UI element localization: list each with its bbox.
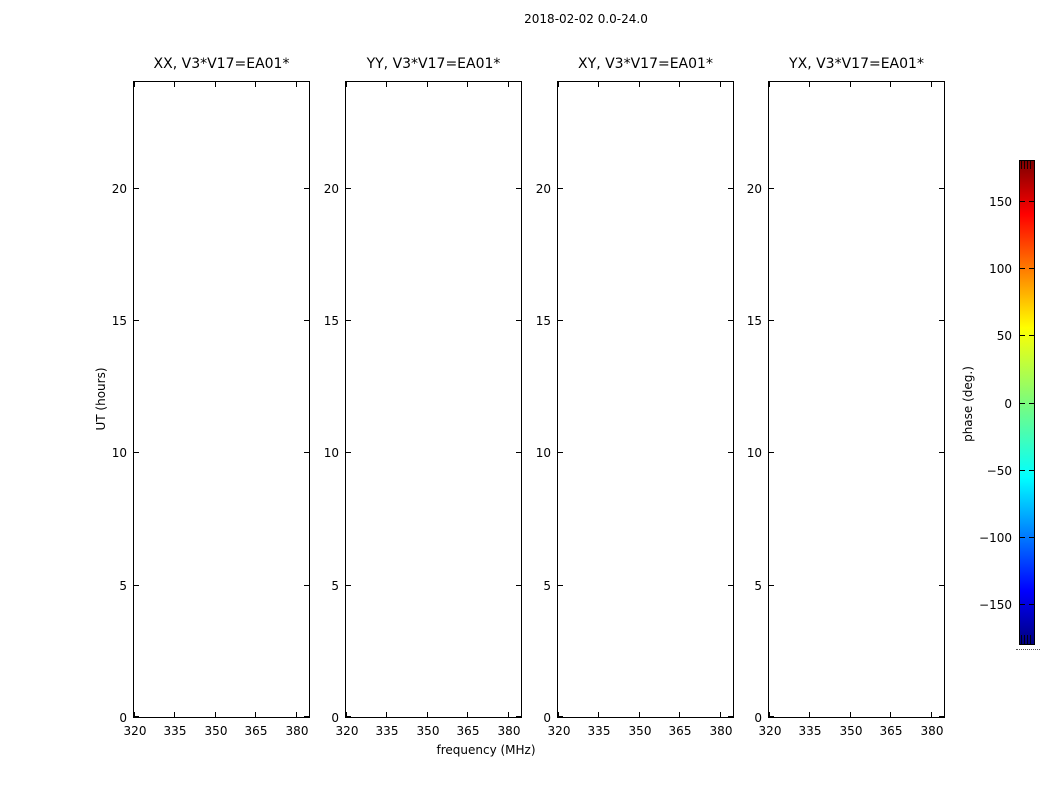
x-tick-mark xyxy=(386,712,387,717)
y-tick-mark xyxy=(939,716,944,717)
x-tick-mark xyxy=(427,82,428,87)
subplot-xx xyxy=(111,56,310,738)
y-tick-mark xyxy=(304,320,309,321)
subplot-yx-title: YX, V3*V17=EA01* xyxy=(789,56,924,72)
y-tick-mark xyxy=(304,585,309,586)
subplot-xy-plot-area xyxy=(535,81,734,738)
x-tick-label: 350 xyxy=(839,724,863,738)
x-tick-mark xyxy=(598,82,599,87)
y-tick-mark xyxy=(516,320,521,321)
y-tick-label: 15 xyxy=(323,314,339,328)
subplot-yy-title: YY, V3*V17=EA01* xyxy=(366,56,501,72)
x-tick-label: 320 xyxy=(758,724,782,738)
y-tick-label: 10 xyxy=(746,446,762,460)
colorbar-bottom-dotted-line xyxy=(1016,649,1040,650)
y-axis-label: UT (hours) xyxy=(94,367,108,431)
y-tick-mark xyxy=(769,585,774,586)
x-tick-mark xyxy=(679,712,680,717)
x-tick-mark xyxy=(558,82,559,87)
y-tick-mark xyxy=(939,585,944,586)
x-tick-mark xyxy=(931,712,932,717)
subplot-xy xyxy=(535,56,734,738)
x-tick-label: 365 xyxy=(668,724,692,738)
y-tick-label: 0 xyxy=(754,711,762,725)
y-tick-label: 15 xyxy=(746,314,762,328)
x-tick-mark xyxy=(850,712,851,717)
x-tick-label: 320 xyxy=(547,724,571,738)
colorbar-bottom-hatch xyxy=(1021,635,1033,644)
y-tick-mark xyxy=(304,452,309,453)
x-tick-mark xyxy=(598,712,599,717)
x-tick-mark xyxy=(679,82,680,87)
y-tick-mark xyxy=(346,188,351,189)
x-tick-label: 365 xyxy=(879,724,903,738)
y-tick-label: 15 xyxy=(535,314,551,328)
y-tick-mark xyxy=(558,320,563,321)
y-tick-mark xyxy=(346,320,351,321)
colorbar-tick-label: 150 xyxy=(989,195,1012,209)
colorbar-tick-mark xyxy=(1020,403,1025,404)
x-tick-label: 320 xyxy=(123,724,147,738)
y-tick-mark xyxy=(304,716,309,717)
x-tick-mark xyxy=(508,712,509,717)
y-tick-mark xyxy=(728,716,733,717)
subplot-yx-plot-area xyxy=(746,81,945,738)
x-tick-mark xyxy=(809,712,810,717)
y-tick-mark xyxy=(134,452,139,453)
y-tick-mark xyxy=(728,585,733,586)
subplot-xx-plot-area xyxy=(111,81,310,738)
y-tick-label: 20 xyxy=(111,182,127,196)
x-tick-label: 365 xyxy=(244,724,268,738)
x-tick-mark xyxy=(720,712,721,717)
x-tick-label: 380 xyxy=(920,724,944,738)
y-tick-label: 20 xyxy=(746,182,762,196)
colorbar xyxy=(979,160,1035,645)
x-tick-label: 365 xyxy=(456,724,480,738)
y-tick-mark xyxy=(939,452,944,453)
y-tick-mark xyxy=(134,320,139,321)
y-tick-label: 10 xyxy=(535,446,551,460)
y-tick-mark xyxy=(346,585,351,586)
y-tick-label: 20 xyxy=(535,182,551,196)
x-tick-mark xyxy=(174,712,175,717)
x-tick-mark xyxy=(427,712,428,717)
x-tick-mark xyxy=(890,82,891,87)
colorbar-tick-label: −150 xyxy=(979,598,1012,612)
x-tick-label: 335 xyxy=(798,724,822,738)
x-tick-mark xyxy=(174,82,175,87)
subplot-yy xyxy=(323,56,522,738)
x-tick-mark xyxy=(215,82,216,87)
y-tick-mark xyxy=(134,188,139,189)
figure-title: 2018-02-02 0.0-24.0 xyxy=(524,12,648,26)
y-tick-mark xyxy=(346,452,351,453)
x-tick-mark xyxy=(296,82,297,87)
x-axis-label: frequency (MHz) xyxy=(436,743,536,757)
x-tick-mark xyxy=(720,82,721,87)
x-tick-label: 350 xyxy=(628,724,652,738)
y-tick-mark xyxy=(134,716,139,717)
x-tick-mark xyxy=(467,82,468,87)
colorbar-tick-label: −50 xyxy=(986,464,1012,478)
y-tick-mark xyxy=(558,188,563,189)
colorbar-top-hatch xyxy=(1021,161,1033,169)
y-tick-mark xyxy=(516,188,521,189)
y-tick-mark xyxy=(134,585,139,586)
y-tick-mark xyxy=(769,716,774,717)
y-tick-mark xyxy=(558,585,563,586)
y-tick-label: 0 xyxy=(119,711,127,725)
subplot-yx xyxy=(746,56,945,738)
colorbar-tick-mark xyxy=(1020,470,1025,471)
x-tick-label: 380 xyxy=(285,724,309,738)
x-tick-label: 335 xyxy=(163,724,187,738)
y-tick-label: 10 xyxy=(323,446,339,460)
x-tick-mark xyxy=(255,82,256,87)
y-tick-mark xyxy=(769,188,774,189)
y-tick-mark xyxy=(304,188,309,189)
y-tick-mark xyxy=(346,716,351,717)
colorbar-label: phase (deg.) xyxy=(961,366,975,442)
colorbar-tick-mark xyxy=(1029,201,1034,202)
x-tick-mark xyxy=(386,82,387,87)
y-tick-label: 0 xyxy=(543,711,551,725)
x-tick-label: 320 xyxy=(335,724,359,738)
y-tick-mark xyxy=(728,452,733,453)
x-tick-mark xyxy=(931,82,932,87)
colorbar-tick-mark xyxy=(1029,537,1034,538)
x-tick-mark xyxy=(467,712,468,717)
y-tick-label: 0 xyxy=(331,711,339,725)
y-tick-mark xyxy=(516,452,521,453)
x-tick-mark xyxy=(255,712,256,717)
y-tick-mark xyxy=(516,716,521,717)
x-tick-label: 335 xyxy=(587,724,611,738)
x-tick-mark xyxy=(346,82,347,87)
y-tick-label: 5 xyxy=(331,579,339,593)
x-tick-label: 380 xyxy=(709,724,733,738)
colorbar-tick-mark xyxy=(1020,537,1025,538)
colorbar-tick-mark xyxy=(1029,604,1034,605)
colorbar-tick-label: −100 xyxy=(979,531,1012,545)
y-tick-label: 15 xyxy=(111,314,127,328)
x-tick-label: 335 xyxy=(375,724,399,738)
y-tick-mark xyxy=(769,452,774,453)
subplot-yy-plot-area xyxy=(323,81,522,738)
x-tick-mark xyxy=(215,712,216,717)
subplot-xx-title: XX, V3*V17=EA01* xyxy=(153,56,290,72)
x-tick-mark xyxy=(850,82,851,87)
y-tick-mark xyxy=(728,320,733,321)
colorbar-tick-mark xyxy=(1029,470,1034,471)
x-tick-mark xyxy=(769,82,770,87)
colorbar-tick-mark xyxy=(1020,268,1025,269)
colorbar-tick-label: 100 xyxy=(989,262,1012,276)
y-tick-mark xyxy=(558,716,563,717)
x-tick-label: 350 xyxy=(416,724,440,738)
x-tick-label: 350 xyxy=(204,724,228,738)
y-tick-label: 5 xyxy=(119,579,127,593)
x-tick-label: 380 xyxy=(497,724,521,738)
y-tick-mark xyxy=(939,320,944,321)
colorbar-tick-label: 50 xyxy=(996,329,1012,343)
x-tick-mark xyxy=(508,82,509,87)
y-tick-mark xyxy=(939,188,944,189)
y-tick-mark xyxy=(769,320,774,321)
colorbar-tick-mark xyxy=(1020,604,1025,605)
colorbar-tick-mark xyxy=(1029,268,1034,269)
colorbar-tick-mark xyxy=(1020,335,1025,336)
colorbar-tick-mark xyxy=(1020,201,1025,202)
x-tick-mark xyxy=(809,82,810,87)
subplot-xy-title: XY, V3*V17=EA01* xyxy=(578,56,713,72)
x-tick-mark xyxy=(296,712,297,717)
x-tick-mark xyxy=(890,712,891,717)
x-tick-mark xyxy=(134,82,135,87)
colorbar-tick-mark xyxy=(1029,335,1034,336)
x-tick-mark xyxy=(639,712,640,717)
x-tick-mark xyxy=(639,82,640,87)
colorbar-tick-mark xyxy=(1029,403,1034,404)
y-tick-label: 5 xyxy=(754,579,762,593)
y-tick-mark xyxy=(728,188,733,189)
y-tick-label: 20 xyxy=(323,182,339,196)
colorbar-tick-label: 0 xyxy=(1004,397,1012,411)
y-tick-label: 10 xyxy=(111,446,127,460)
y-tick-mark xyxy=(516,585,521,586)
y-tick-mark xyxy=(558,452,563,453)
y-tick-label: 5 xyxy=(543,579,551,593)
